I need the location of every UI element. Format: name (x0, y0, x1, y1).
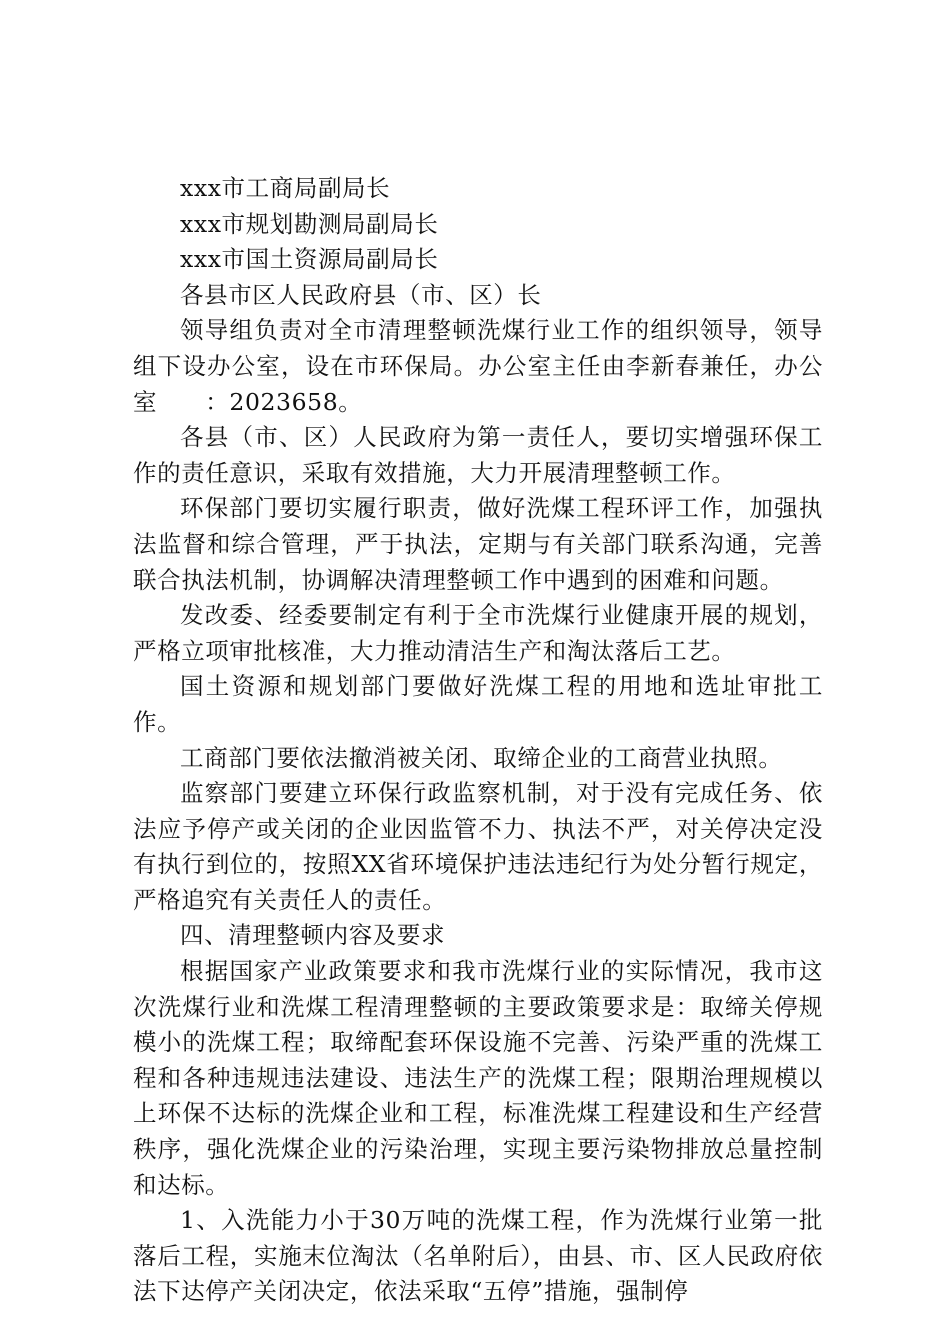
paragraph-leading-group: 领导组负责对全市清理整顿洗煤行业工作的组织领导，领导组下设办公室，设在市环保局。办公室主任由李新春兼任，办公室 ：2023658。 (133, 316, 823, 416)
paragraph-commerce-dept: 工商部门要依法撤消被关闭、取缔企业的工商营业执照。 (180, 743, 783, 772)
paragraph-official-commerce: xxx市工商局副局长 (180, 174, 391, 202)
section-heading: 四、清理整顿内容及要求 (180, 921, 446, 950)
document-body (133, 171, 823, 1310)
paragraph-item-1: 1、入洗能力小于30万吨的洗煤工程，作为洗煤行业第一批落后工程，实施末位淘汰（名单附后），由县、市、区人民政府依法下达停产关闭决定，依法采取“五停”措施，强制停 (133, 1206, 823, 1306)
paragraph-county-responsibility: 各县（市、区）人民政府为第一责任人，要切实增强环保工作的责任意识，采取有效措施，大力开展清理整顿工作。 (133, 423, 823, 487)
paragraph-policy-requirements: 根据国家产业政策要求和我市洗煤行业的实际情况，我市这次洗煤行业和洗煤工程清理整顿的主要政策要求是：取缔关停规模小的洗煤工程；取缔配套环保设施不完善、污染严重的洗煤工程和各种违规违法建设、违法生产的洗煤工程；限期治理规模以上环保不达标的洗煤企业和工程，标准洗煤工程建设和生产经营秩序，强化洗煤企业的污染治理，实现主要污染物排放总量控制和达标。 (133, 957, 823, 1199)
paragraph-environmental-dept: 环保部门要切实履行职责，做好洗煤工程环评工作，加强执法监督和综合管理，严于执法，定期与有关部门联系沟通，完善联合执法机制，协调解决清理整顿工作中遇到的困难和问题。 (133, 494, 823, 594)
paragraph-land-planning: 国土资源和规划部门要做好洗煤工程的用地和选址审批工作。 (133, 672, 823, 736)
paragraph-county-heads: 各县市区人民政府县（市、区）长 (180, 280, 542, 309)
paragraph-development-commission: 发改委、经委要制定有利于全市洗煤行业健康开展的规划，严格立项审批核准，大力推动清洁生产和淘汰落后工艺。 (133, 601, 823, 665)
paragraph-supervision-dept: 监察部门要建立环保行政监察机制，对于没有完成任务、依法应予停产或关闭的企业因监管不力、执法不严，对关停决定没有执行到位的，按照XX省环境保护违法违纪行为处分暂行规定，严格追究有关责任人的责任。 (133, 779, 823, 914)
paragraph-official-planning: xxx市规划勘测局副局长 (180, 209, 439, 238)
paragraph-official-land: xxx市国土资源局副局长 (180, 245, 439, 274)
